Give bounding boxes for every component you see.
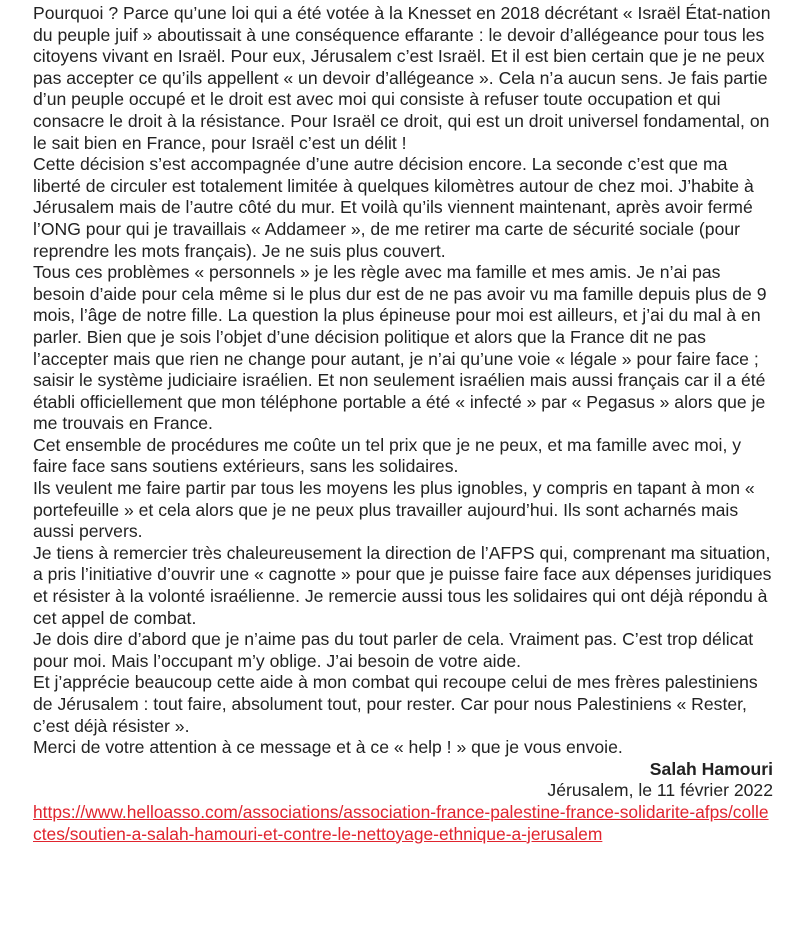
- signature: Salah Hamouri: [649, 758, 773, 779]
- paragraph-6: Je tiens à remercier très chaleureusement la direction de l’AFPS qui, comprenant ma situation, a pris l’initiative d’ouvrir une « cagnotte » pour que je puisse faire face aux dépenses juridiques et résister à la volonté israélienne. Je remercie aussi tous les solidaires qui ont déjà répondu à cet appel de combat.: [33, 542, 772, 628]
- paragraph-5: Ils veulent me faire partir par tous les moyens les plus ignobles, y compris en tapant à mon « portefeuille » et cela alors que je ne peux plus travailler aujourd’hui. Ils sont acharnés mais aussi pervers.: [33, 478, 755, 542]
- letter-document: [33, 3, 773, 845]
- donation-link[interactable]: https://www.helloasso.com/associations/association-france-palestine-france-solidarite-afps/collectes/soutien-a-salah-hamouri-et-contre-le-nettoyage-ethnique-a-jerusalem: [33, 801, 769, 844]
- paragraph-7: Je dois dire d’abord que je n’aime pas du tout parler de cela. Vraiment pas. C’est trop délicat pour moi. Mais l’occupant m’y oblige. J’ai besoin de votre aide.: [33, 629, 754, 671]
- paragraph-4: Cet ensemble de procédures me coûte un tel prix que je ne peux, et ma famille avec moi, y faire face sans soutiens extérieurs, sans les solidaires.: [33, 434, 742, 477]
- paragraph-9: Merci de votre attention à ce message et à ce « help ! » que je vous envoie.: [33, 737, 623, 758]
- paragraph-2: Cette décision s’est accompagnée d’une autre décision encore. La seconde c’est que ma liberté de circuler est totalement limitée à quelques kilomètres autour de chez moi. J’habite à Jérusalem mais de l’autre côté du mur. Et voilà qu’ils viennent maintenant, après avoir fermé l’ONG pour qui je travaillais « Addameer », de me retirer ma carte de sécurité sociale (pour reprendre les mots français). Je ne suis plus couvert.: [33, 154, 754, 261]
- place-date: Jérusalem, le 11 février 2022: [547, 780, 773, 801]
- paragraph-8: Et j’apprécie beaucoup cette aide à mon combat qui recoupe celui de mes frères palestiniens de Jérusalem : tout faire, absolument tout, pour rester. Car pour nous Palestiniens « Rester, c’est déjà résister ».: [33, 672, 758, 736]
- paragraph-1: Pourquoi ? Parce qu’une loi qui a été votée à la Knesset en 2018 décrétant « Israël État-nation du peuple juif » aboutissait à une conséquence effarante : le devoir d’allégeance pour tous les citoyens vivant en Israël. Pour eux, Jérusalem c’est Israël. Et il est bien certain que je ne peux pas accepter ce qu’ils appellent « un devoir d’allégeance ». Cela n’a aucun sens. Je fais partie d’un peuple occupé et le droit est avec moi qui consiste à refuser toute occupation et qui consacre le droit à la résistance. Pour Israël ce droit, qui est un droit universel fondamental, on le sait bien en France, pour Israël c’est un délit !: [33, 3, 771, 153]
- paragraph-3: Tous ces problèmes « personnels » je les règle avec ma famille et mes amis. Je n’ai pas besoin d’aide pour cela même si le plus dur est de ne pas avoir vu ma famille depuis plus de 9 mois, l’âge de notre fille. La question la plus épineuse pour moi est ailleurs, et j’ai du mal à en parler. Bien que je sois l’objet d’une décision politique et alors que la France dit ne pas l’accepter mais que rien ne change pour autant, je n’ai qu’une voie « légale » pour faire face ; saisir le système judiciaire israélien. Et non seulement israélien mais aussi français car il a été établi officiellement que mon téléphone portable a été « infecté » par « Pegasus » alors que je me trouvais en France.: [33, 262, 767, 434]
